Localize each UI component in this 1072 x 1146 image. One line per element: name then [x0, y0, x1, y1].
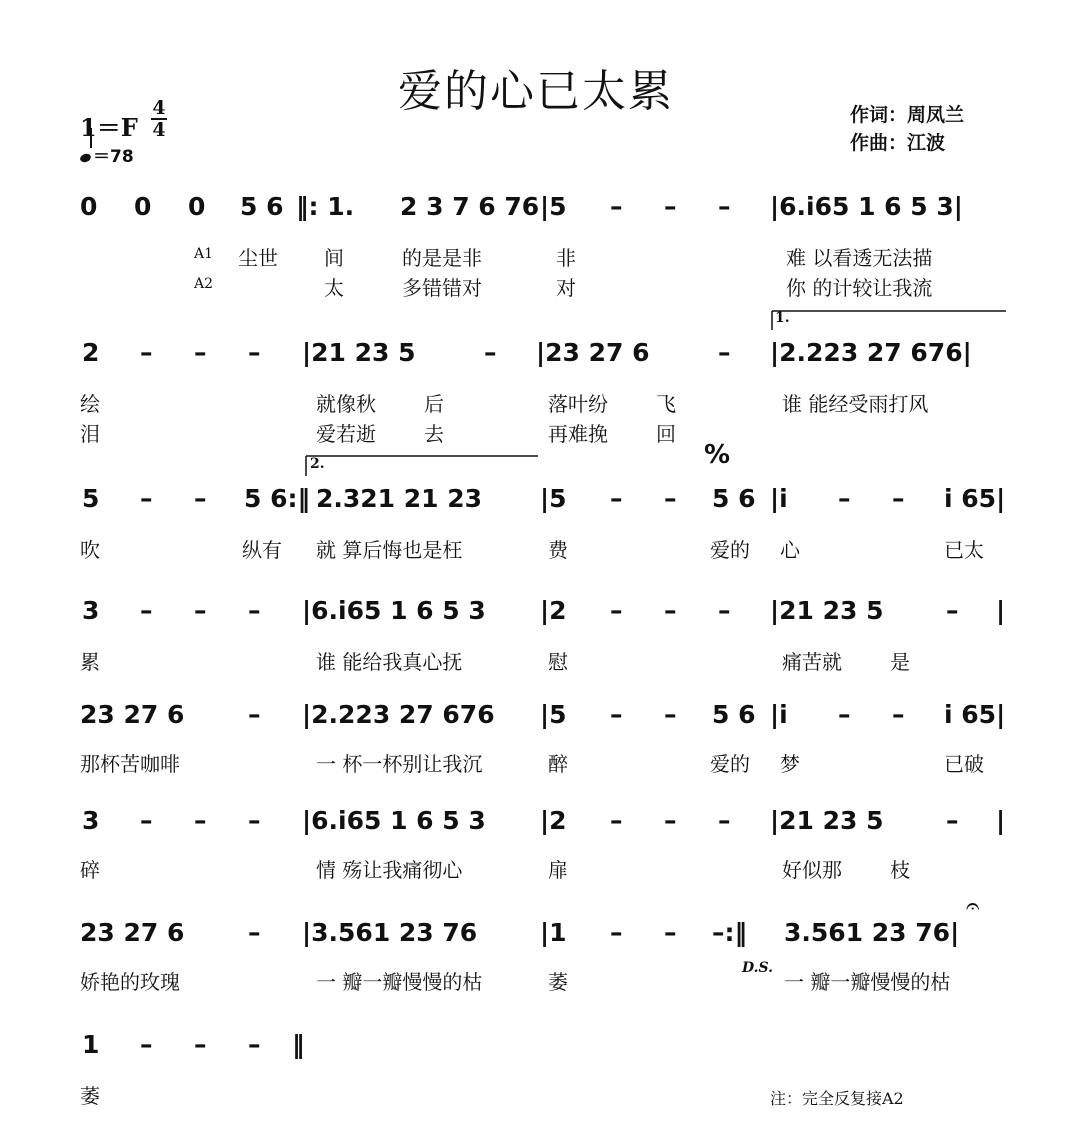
lyric: 萎: [80, 1084, 100, 1108]
lyric: 是: [890, 650, 910, 674]
dash: –: [664, 918, 677, 947]
note: 23 27 6: [80, 918, 185, 947]
dash: –: [194, 1030, 207, 1059]
dash: –: [664, 484, 677, 513]
note: |3.561 23 76: [302, 918, 478, 947]
dash: –: [610, 596, 623, 625]
lyric: 后: [424, 392, 444, 416]
lyric: 痛苦就: [782, 650, 842, 674]
note: |6.i65 1 6 5 3: [302, 596, 486, 625]
lyric: 枝: [890, 858, 910, 882]
note: 3: [82, 596, 100, 625]
lyric: 一 杯一杯别让我沉: [316, 752, 483, 776]
lyric: 爱的: [710, 752, 750, 776]
dash: –: [194, 806, 207, 835]
lyric: 一 瓣一瓣慢慢的枯: [784, 970, 951, 994]
note: 5 6: [712, 484, 756, 513]
lyric: 好似那: [782, 858, 842, 882]
dash: –: [664, 192, 677, 221]
lyric: 回: [656, 422, 676, 446]
lyric: 慰: [548, 650, 568, 674]
note: |2: [540, 596, 567, 625]
dash: –: [946, 596, 959, 625]
tempo-value: ＝78: [93, 147, 134, 167]
lyric: 醉: [548, 752, 568, 776]
dash: –: [194, 484, 207, 513]
lyric: 的是是非: [402, 246, 482, 270]
note: |21 23 5: [770, 596, 884, 625]
note: |i: [770, 484, 788, 513]
note: |5: [540, 700, 567, 729]
note: i 65|: [944, 484, 1006, 513]
repeat-start: ‖: 1.: [296, 192, 355, 221]
dash: –: [248, 338, 261, 367]
note: |2.223 27 676|: [770, 338, 972, 367]
dash: –: [484, 338, 497, 367]
dash: –: [892, 484, 905, 513]
lyric: 爱若逝: [316, 422, 376, 446]
note: |1: [540, 918, 567, 947]
repeat-end: –:‖: [712, 918, 747, 947]
lyric: 碎: [80, 858, 100, 882]
fermata-icon: 𝄐: [966, 892, 980, 920]
key-signature: 1＝F: [80, 113, 138, 142]
note: |i: [770, 700, 788, 729]
dal-segno-marking: D.S.: [742, 960, 774, 976]
lyric: 累: [80, 650, 100, 674]
time-signature-top: 4: [152, 97, 166, 119]
dash: –: [140, 484, 153, 513]
note: 2.321 21 23: [316, 484, 483, 513]
dash: –: [610, 192, 623, 221]
note: 0: [80, 192, 98, 221]
dash: –: [664, 700, 677, 729]
dash: –: [718, 596, 731, 625]
dash: –: [248, 596, 261, 625]
dash: –: [718, 338, 731, 367]
dash: –: [838, 484, 851, 513]
lyric: 纵有: [242, 538, 282, 562]
lyric: 梦: [780, 752, 800, 776]
dash: –: [140, 806, 153, 835]
lyricist-credit: 作词：周凤兰: [850, 104, 965, 126]
dash: –: [838, 700, 851, 729]
dash: –: [610, 918, 623, 947]
lyric: 非: [556, 246, 576, 270]
dash: –: [892, 700, 905, 729]
lyric: 落叶纷: [548, 392, 608, 416]
lyric: 费: [548, 538, 568, 562]
lyric: 吹: [80, 538, 100, 562]
time-signature-bottom: 4: [152, 119, 166, 141]
lyric: 已破: [944, 752, 984, 776]
lyric: 泪: [80, 422, 100, 446]
lyric: 间: [324, 246, 344, 270]
note: |2: [540, 806, 567, 835]
barline: |: [996, 596, 1006, 625]
lyric: 心: [780, 538, 800, 562]
note: i 65|: [944, 700, 1006, 729]
lyric: 对: [556, 276, 576, 300]
barline: |: [996, 806, 1006, 835]
note: 5 6: [240, 192, 284, 221]
final-barline: ‖: [292, 1030, 305, 1059]
dash: –: [248, 700, 261, 729]
lyric: 谁 能给我真心抚: [316, 650, 463, 674]
lyric: 爱的: [710, 538, 750, 562]
note: 23 27 6: [80, 700, 185, 729]
lyric: 那杯苦咖啡: [80, 752, 180, 776]
note: |21 23 5: [770, 806, 884, 835]
lyric: 就 算后悔也是枉: [316, 538, 463, 562]
lyric: 难 以看透无法描: [786, 246, 933, 270]
note: 5: [82, 484, 100, 513]
dash: –: [664, 806, 677, 835]
note: 1: [82, 1030, 100, 1059]
note: |6.i65 1 6 5 3: [302, 806, 486, 835]
repeat-end: 5 6:‖: [244, 484, 310, 513]
dash: –: [140, 1030, 153, 1059]
segno-icon: %: [704, 440, 731, 470]
lyric: 你 的计较让我流: [786, 276, 933, 300]
song-title: 爱的心已太累: [398, 66, 674, 117]
lyric: 绘: [80, 392, 100, 416]
lyric: 娇艳的玫瑰: [80, 970, 180, 994]
note: |6.i65 1 6 5 3|: [770, 192, 963, 221]
lyric: 去: [424, 422, 444, 446]
lyric: 就像秋: [316, 392, 376, 416]
dash: –: [610, 484, 623, 513]
dash: –: [194, 338, 207, 367]
footnote: 注：完全反复接A2: [770, 1089, 904, 1108]
volta-1-label: 1.: [775, 310, 790, 326]
dash: –: [140, 596, 153, 625]
note: 2 3 7 6 76: [400, 192, 540, 221]
volta-2-label: 2.: [310, 456, 325, 472]
dash: –: [718, 806, 731, 835]
note: |2.223 27 676: [302, 700, 495, 729]
note: |23 27 6: [536, 338, 650, 367]
dash: –: [248, 918, 261, 947]
lyric: 太: [324, 276, 344, 300]
lyric: 情 殇让我痛彻心: [316, 858, 463, 882]
note: 0: [134, 192, 152, 221]
dash: –: [946, 806, 959, 835]
dash: –: [610, 700, 623, 729]
lyric: 谁 能经受雨打风: [782, 392, 929, 416]
verse-label: A1: [194, 246, 214, 262]
note: 3.561 23 76|: [784, 918, 960, 947]
lyric: 尘世: [238, 246, 278, 270]
composer-credit: 作曲：江波: [850, 132, 946, 154]
lyric: 萎: [548, 970, 568, 994]
verse-label: A2: [194, 276, 214, 292]
lyric: 多错错对: [402, 276, 482, 300]
dash: –: [610, 806, 623, 835]
note: |5: [540, 484, 567, 513]
note: 3: [82, 806, 100, 835]
lyric: 飞: [656, 392, 676, 416]
note: 5 6: [712, 700, 756, 729]
dash: –: [664, 596, 677, 625]
lyric: 再难挽: [548, 422, 608, 446]
dash: –: [718, 192, 731, 221]
dash: –: [194, 596, 207, 625]
dash: –: [248, 806, 261, 835]
note: |5: [540, 192, 567, 221]
dash: –: [140, 338, 153, 367]
note: |21 23 5: [302, 338, 416, 367]
lyric: 一 瓣一瓣慢慢的枯: [316, 970, 483, 994]
lyric: 扉: [548, 858, 568, 882]
dash: –: [248, 1030, 261, 1059]
note: 0: [188, 192, 206, 221]
note: 2: [82, 338, 100, 367]
lyric: 已太: [944, 538, 984, 562]
